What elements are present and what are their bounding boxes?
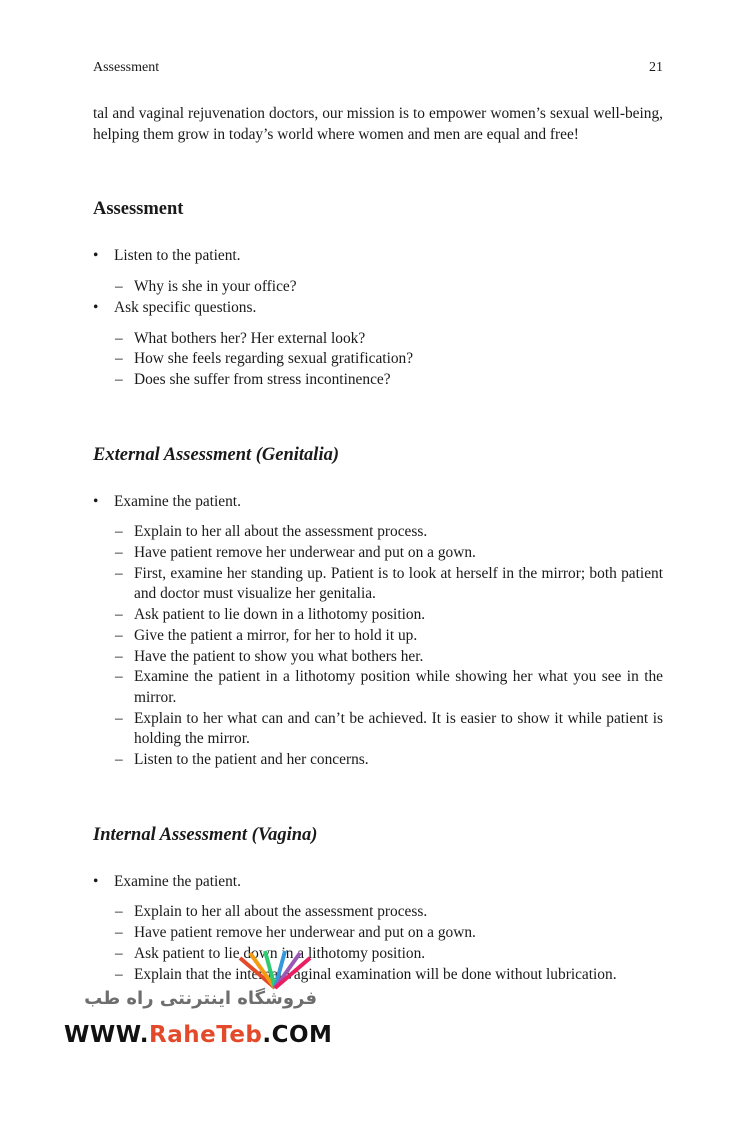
sub-item-text: Does she suffer from stress incontinence?: [134, 370, 391, 388]
sub-item: [93, 564, 663, 605]
sub-item-text: Explain to her all about the assessment process.: [134, 903, 428, 921]
page-body: [93, 104, 663, 985]
watermark-url-accent: RaheTeb: [148, 1022, 263, 1048]
sub-item-text: Give the patient a mirror, for her to hold it up.: [134, 626, 418, 644]
bullet-list: [93, 492, 663, 771]
sub-item: [93, 543, 663, 564]
dash-marker: –: [115, 278, 123, 296]
running-head-title: Assessment: [93, 60, 160, 75]
sub-item-text: Have patient remove her underwear and put on a gown.: [134, 544, 476, 562]
sub-item: [93, 605, 663, 626]
dash-marker: –: [115, 606, 123, 624]
bullet-item: [93, 298, 663, 391]
sub-item: [93, 667, 663, 708]
sub-item-text: Examine the patient in a lithotomy position while showing her what you see in the mirror.: [134, 668, 663, 706]
dash-marker: –: [115, 564, 123, 582]
sub-item: [93, 370, 663, 391]
sub-item: [93, 923, 663, 944]
section-heading: External Assessment (Genitalia): [93, 444, 340, 465]
dash-marker: –: [115, 668, 123, 686]
watermark: [62, 950, 333, 1050]
sub-item: [93, 647, 663, 668]
sub-item-text: Ask patient to lie down in a lithotomy position.: [134, 606, 426, 624]
watermark-persian-text: فروشگاه اینترنتی راه طب: [84, 988, 317, 1009]
bullet-item: [93, 246, 663, 297]
page-number: 21: [649, 60, 663, 75]
sub-item: [93, 329, 663, 350]
sub-item-text: Why is she in your office?: [134, 278, 297, 296]
watermark-url-prefix: WWW.: [64, 1022, 149, 1048]
bullet-text: Listen to the patient.: [114, 247, 241, 265]
dash-marker: –: [115, 944, 123, 962]
dash-marker: –: [115, 751, 123, 769]
running-head: [93, 60, 663, 80]
sub-list: [93, 522, 663, 770]
sub-item-text: Explain to her all about the assessment process.: [134, 523, 428, 541]
sub-item: [93, 277, 663, 298]
sub-list: [93, 277, 663, 298]
book-fan-logo-icon: [230, 950, 320, 990]
sub-item-text: Explain that the internal vaginal examination will be done without lubrication.: [134, 965, 617, 983]
bullet-item: [93, 492, 663, 771]
sub-item: [93, 709, 663, 750]
intro-paragraph: tal and vaginal rejuvenation doctors, our mission is to empower women’s sexual well-being, helping them grow in today’s world where women and men are equal and free!: [93, 105, 663, 143]
sub-item-text: How she feels regarding sexual gratification?: [134, 350, 414, 368]
sub-item: [93, 349, 663, 370]
bullet-list: [93, 246, 663, 390]
bullet-text: Examine the patient.: [114, 492, 241, 510]
sub-item-text: Have patient remove her underwear and put on a gown.: [134, 924, 476, 942]
dash-marker: –: [115, 626, 123, 644]
bullet-text: Examine the patient.: [114, 872, 241, 890]
sub-item-text: First, examine her standing up. Patient is to look at herself in the mirror; both patient and doctor must visualize her genitalia.: [134, 564, 663, 603]
bullet-marker: •: [93, 247, 99, 265]
bullet-marker: •: [93, 492, 99, 510]
dash-marker: –: [115, 523, 123, 541]
section-external-assessment: [93, 443, 663, 771]
dash-marker: –: [115, 903, 123, 921]
sub-item-text: Explain to her what can and can’t be achieved. It is easier to show it while patient is holding the mirror.: [134, 709, 663, 748]
watermark-url: [64, 1022, 332, 1048]
dash-marker: –: [115, 370, 123, 388]
dash-marker: –: [115, 709, 123, 727]
dash-marker: –: [115, 924, 123, 942]
watermark-url-suffix: .COM: [262, 1022, 333, 1048]
sub-item: [93, 626, 663, 647]
sub-item-text: Ask patient to lie down in a lithotomy position.: [134, 944, 426, 962]
bullet-text: Ask specific questions.: [114, 298, 257, 316]
section-heading: Internal Assessment (Vagina): [93, 824, 318, 845]
dash-marker: –: [115, 965, 123, 983]
sub-list: [93, 329, 663, 391]
sub-item-text: Listen to the patient and her concerns.: [134, 751, 369, 769]
dash-marker: –: [115, 647, 123, 665]
bullet-marker: •: [93, 298, 99, 316]
section-heading: Assessment: [93, 199, 184, 220]
dash-marker: –: [115, 329, 123, 347]
sub-item-text: Have the patient to show you what bothers her.: [134, 647, 424, 665]
section-assessment: [93, 197, 663, 390]
dash-marker: –: [115, 544, 123, 562]
sub-item-text: What bothers her? Her external look?: [134, 329, 366, 347]
sub-item: [93, 750, 663, 771]
dash-marker: –: [115, 350, 123, 368]
sub-item: [93, 902, 663, 923]
sub-item: [93, 522, 663, 543]
bullet-marker: •: [93, 872, 99, 890]
